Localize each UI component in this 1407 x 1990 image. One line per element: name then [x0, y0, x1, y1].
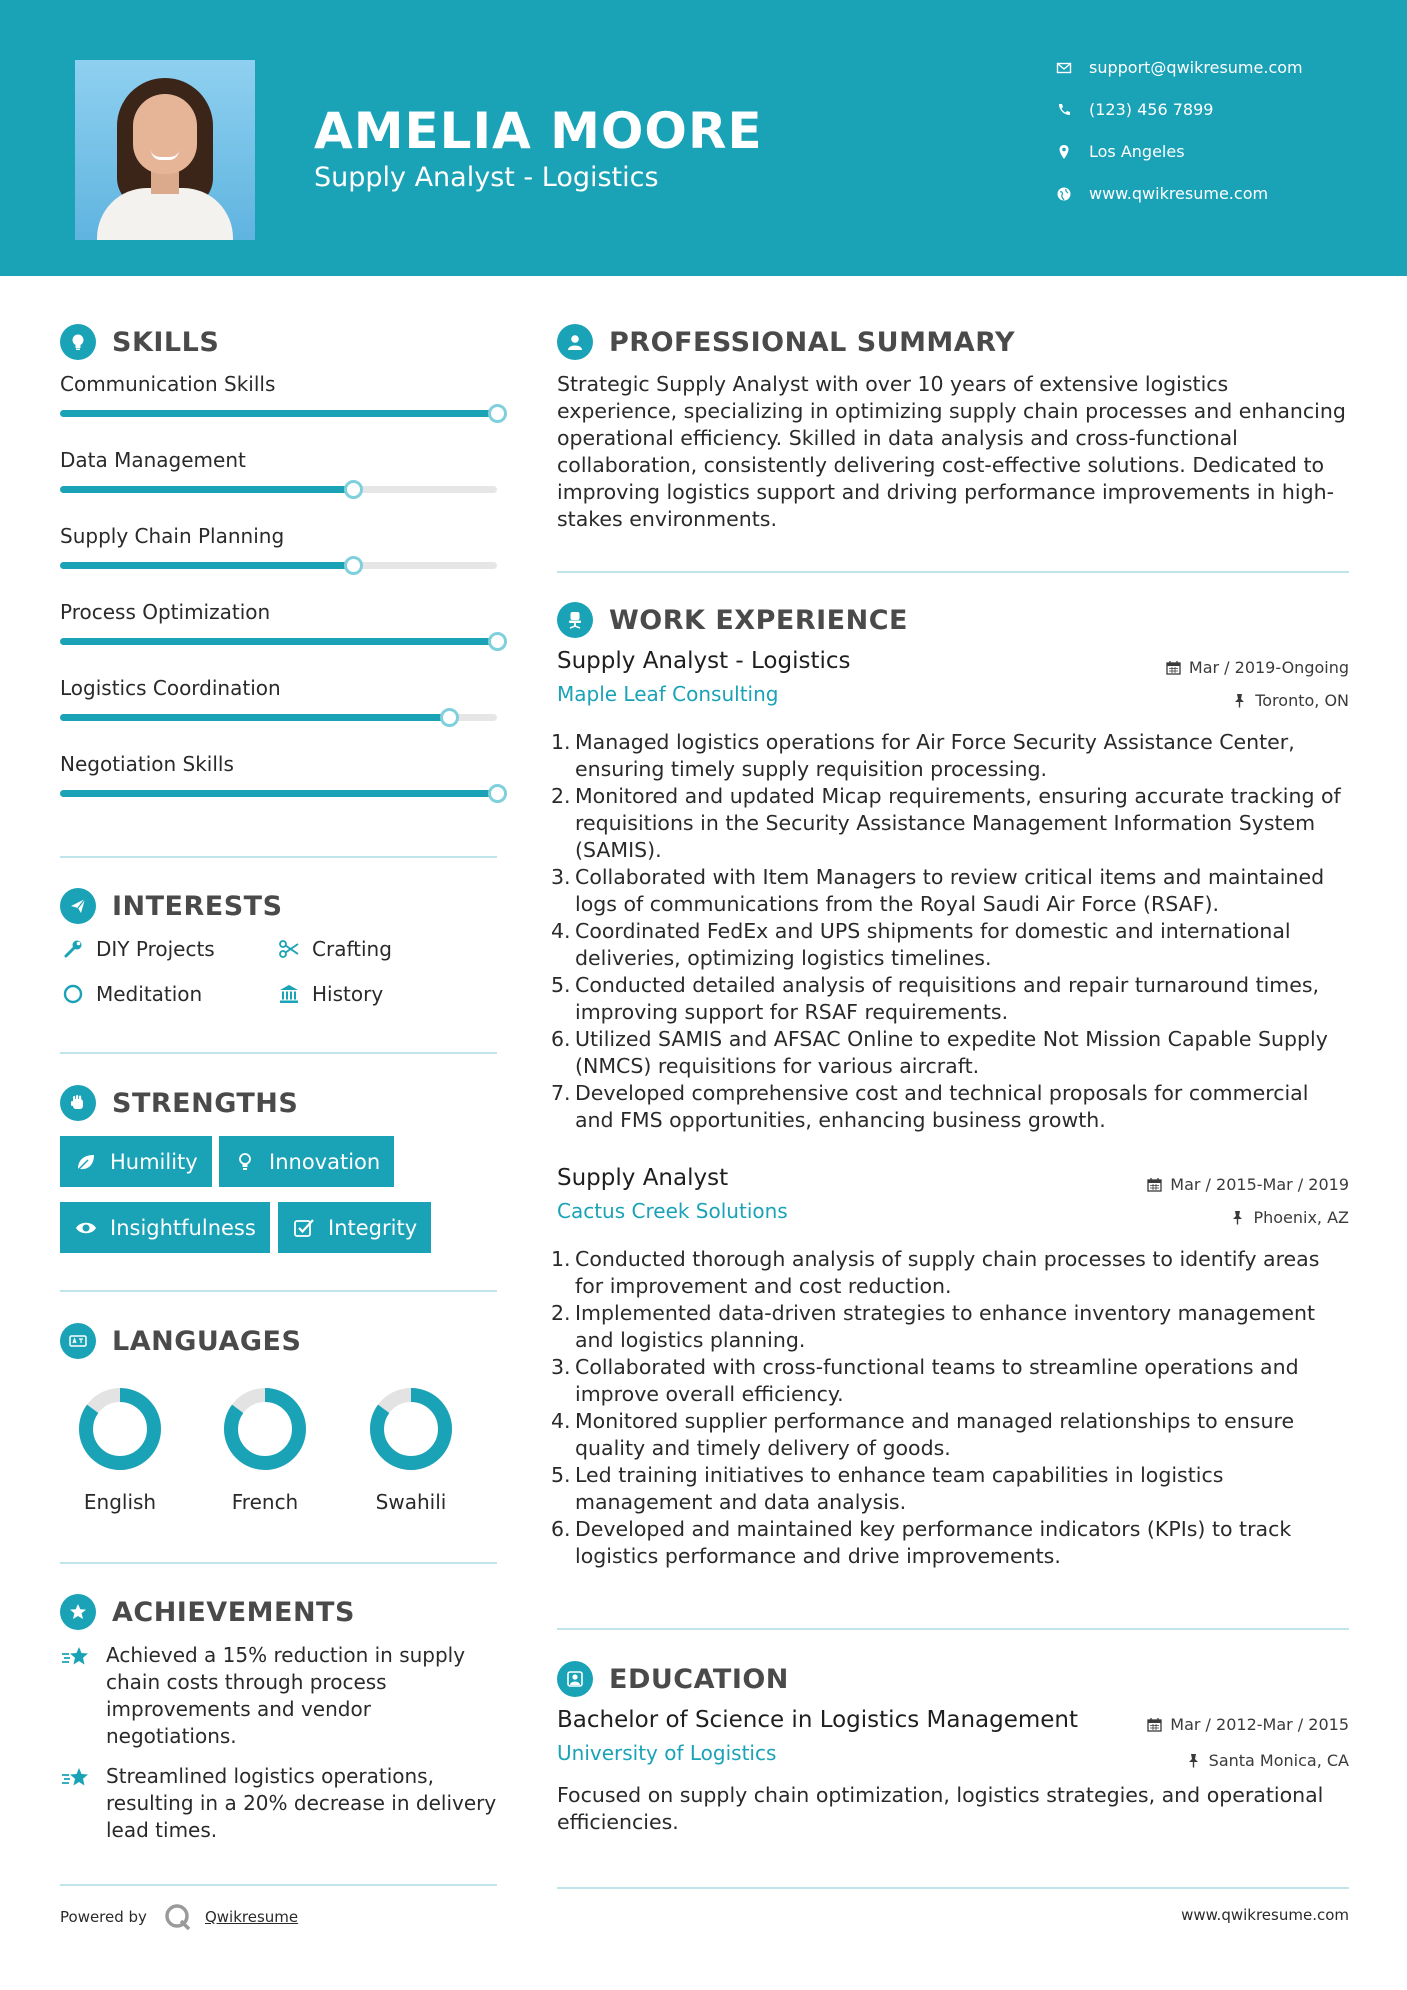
circle-icon: [60, 981, 86, 1007]
skills-heading: SKILLS: [60, 324, 219, 360]
check-square-icon: [292, 1216, 316, 1240]
strength-badge: Innovation: [219, 1136, 394, 1187]
skill-bar: [60, 562, 497, 569]
job-entry: [557, 648, 1349, 718]
powered-by: Powered by Qwikresume: [60, 1902, 298, 1932]
star-badge-icon: [60, 1594, 96, 1630]
star-icon: [60, 1644, 94, 1750]
achievement-item: Streamlined logistics operations, resulting in a 20% decrease in delivery lead times.: [60, 1763, 500, 1844]
skill-item: Negotiation Skills: [60, 752, 500, 776]
map-marker-icon: [1055, 143, 1073, 161]
skill-item: Communication Skills: [60, 372, 500, 396]
strength-badge: Humility: [60, 1136, 212, 1187]
duty-item: 5. Led training initiatives to enhance team capabilities in logistics management and data analysis.: [551, 1463, 1224, 1514]
section-divider: [60, 1052, 497, 1054]
duty-item: 3. Collaborated with cross-functional teams to streamline operations and improve overall efficiency.: [551, 1355, 1299, 1406]
translate-icon: [60, 1323, 96, 1359]
job-dates: Mar / 2019-Ongoing: [1166, 658, 1349, 677]
calendar-icon: [1166, 660, 1181, 675]
calendar-icon: [1147, 1717, 1162, 1732]
summary-text: Strategic Supply Analyst with over 10 years of extensive logistics experience, specializing in optimizing supply chain processes and enhancing operational efficiency. Skilled in data analysis and cross-functional collaboration, consistently delivering cost-effective solutions. Dedicated to improving logistics support and driving performance improvements in high-stakes environments.: [557, 372, 1346, 531]
duty-item: 4. Monitored supplier performance and managed relationships to ensure quality and timely delivery of goods.: [551, 1409, 1295, 1460]
language-item: Swahili: [351, 1384, 471, 1514]
duty-list: [551, 1246, 1349, 1570]
skill-bar: [60, 638, 497, 645]
job-entry: [557, 1165, 1349, 1235]
contact-phone[interactable]: (123) 456 7899: [1055, 100, 1213, 119]
education-heading: EDUCATION: [557, 1661, 789, 1697]
languages-heading: LANGUAGES: [60, 1323, 301, 1359]
job-dates: Mar / 2015-Mar / 2019: [1147, 1175, 1349, 1194]
office-chair-icon: [557, 602, 593, 638]
phone-icon: [1055, 101, 1073, 119]
section-divider: [557, 571, 1349, 573]
contact-email[interactable]: support@qwikresume.com: [1055, 58, 1303, 77]
interest-item: History: [276, 981, 383, 1007]
resume-header: [0, 0, 1407, 276]
brand-link[interactable]: Qwikresume: [204, 1908, 299, 1926]
job-title: Supply Analyst: [557, 1165, 729, 1191]
language-donut: [75, 1384, 165, 1474]
interests-heading: INTERESTS: [60, 888, 283, 924]
language-donut: [366, 1384, 456, 1474]
pushpin-icon: [1186, 1753, 1201, 1768]
duty-list: [551, 729, 1349, 1134]
calendar-icon: [1147, 1177, 1162, 1192]
duty-item: 1. Managed logistics operations for Air Force Security Assistance Center, ensuring timely supply requisition processing.: [551, 730, 1295, 781]
duty-item: 6. Utilized SAMIS and AFSAC Online to expedite Not Mission Capable Supply (NMCS) requisitions for various aircraft.: [551, 1027, 1328, 1078]
skill-item: Data Management: [60, 448, 500, 472]
duty-item: 7. Developed comprehensive cost and technical proposals for commercial and FMS opportunities, enhancing business growth.: [551, 1081, 1309, 1132]
qwikresume-logo-icon: [163, 1902, 193, 1932]
skill-bar-fill: [60, 562, 353, 569]
language-item: English: [60, 1384, 180, 1514]
education-entry: [557, 1707, 1349, 1777]
skill-bar-knob: [488, 404, 507, 423]
pushpin-icon: [1232, 693, 1247, 708]
job-location: Toronto, ON: [1232, 691, 1349, 710]
museum-icon: [276, 981, 302, 1007]
scissors-icon: [276, 936, 302, 962]
skill-bar-fill: [60, 790, 497, 797]
education-description: Focused on supply chain optimization, logistics strategies, and operational efficiencies.: [557, 1783, 1324, 1834]
hand-icon: [60, 1085, 96, 1121]
skill-bar-fill: [60, 638, 497, 645]
section-divider: [60, 1884, 497, 1886]
strength-badge: Integrity: [278, 1202, 431, 1253]
skill-bar: [60, 790, 497, 797]
lightbulb-icon: [60, 324, 96, 360]
strength-badge: Insightfulness: [60, 1202, 270, 1253]
school-name: University of Logistics: [557, 1741, 777, 1765]
skill-item: Logistics Coordination: [60, 676, 500, 700]
interest-item: Crafting: [276, 936, 392, 962]
profile-photo: [75, 60, 255, 240]
summary-heading: PROFESSIONAL SUMMARY: [557, 324, 1015, 360]
candidate-title: Supply Analyst - Logistics: [314, 162, 659, 193]
education-location: Santa Monica, CA: [1186, 1751, 1349, 1770]
skill-bar-fill: [60, 410, 497, 417]
company-name: Maple Leaf Consulting: [557, 682, 779, 706]
skill-bar-fill: [60, 486, 353, 493]
eye-icon: [74, 1216, 98, 1240]
company-name: Cactus Creek Solutions: [557, 1199, 788, 1223]
lightbulb-icon: [233, 1150, 257, 1174]
duty-item: 2. Implemented data-driven strategies to enhance inventory management and logistics planning.: [551, 1301, 1315, 1352]
graduate-icon: [557, 1661, 593, 1697]
envelope-icon: [1055, 59, 1073, 77]
experience-heading: WORK EXPERIENCE: [557, 602, 908, 638]
pushpin-icon: [1230, 1210, 1245, 1225]
skill-bar: [60, 410, 497, 417]
skill-bar-knob: [344, 556, 363, 575]
duty-item: 2. Monitored and updated Micap requirements, ensuring accurate tracking of requisitions in the Security Assistance Management Information System (SAMIS).: [551, 784, 1341, 862]
paper-plane-icon: [60, 888, 96, 924]
job-title: Supply Analyst - Logistics: [557, 648, 851, 674]
section-divider: [60, 1290, 497, 1292]
interest-item: DIY Projects: [60, 936, 215, 962]
candidate-name: AMELIA MOORE: [314, 102, 763, 160]
skill-item: Supply Chain Planning: [60, 524, 500, 548]
star-icon: [60, 1765, 94, 1844]
duty-item: 5. Conducted detailed analysis of requisitions and repair turnaround times, improving support for RSAF requirements.: [551, 973, 1320, 1024]
skill-bar: [60, 486, 497, 493]
skill-bar-knob: [344, 480, 363, 499]
section-divider: [557, 1887, 1349, 1889]
section-divider: [60, 1562, 497, 1564]
leaf-icon: [74, 1150, 98, 1174]
user-icon: [557, 324, 593, 360]
strengths-heading: STRENGTHS: [60, 1085, 298, 1121]
skill-bar-knob: [440, 708, 459, 727]
contact-website[interactable]: www.qwikresume.com: [1055, 184, 1268, 203]
wrench-icon: [60, 936, 86, 962]
skill-bar-knob: [488, 632, 507, 651]
duty-item: 1. Conducted thorough analysis of supply chain processes to identify areas for improvement and cost reduction.: [551, 1247, 1320, 1298]
section-divider: [557, 1628, 1349, 1630]
skill-bar-fill: [60, 714, 449, 721]
skill-bar-knob: [488, 784, 507, 803]
achievement-item: Achieved a 15% reduction in supply chain costs through process improvements and vendor negotiations.: [60, 1642, 500, 1750]
language-donut: [220, 1384, 310, 1474]
globe-icon: [1055, 185, 1073, 203]
skill-bar: [60, 714, 497, 721]
language-item: French: [205, 1384, 325, 1514]
duty-item: 6. Developed and maintained key performance indicators (KPIs) to track logistics performance and drive improvements.: [551, 1517, 1292, 1568]
interest-item: Meditation: [60, 981, 202, 1007]
skill-item: Process Optimization: [60, 600, 500, 624]
section-divider: [60, 856, 497, 858]
job-location: Phoenix, AZ: [1230, 1208, 1349, 1227]
footer-website[interactable]: www.qwikresume.com: [1181, 1906, 1349, 1924]
duty-item: 4. Coordinated FedEx and UPS shipments for domestic and international deliveries, optimizing logistics timelines.: [551, 919, 1291, 970]
contact-location: Los Angeles: [1055, 142, 1185, 161]
degree-title: Bachelor of Science in Logistics Management: [557, 1707, 1079, 1733]
duty-item: 3. Collaborated with Item Managers to review critical items and maintained logs of communications from the Royal Saudi Air Force (RSAF).: [551, 865, 1325, 916]
achievements-heading: ACHIEVEMENTS: [60, 1594, 355, 1630]
education-dates: Mar / 2012-Mar / 2015: [1147, 1715, 1349, 1734]
